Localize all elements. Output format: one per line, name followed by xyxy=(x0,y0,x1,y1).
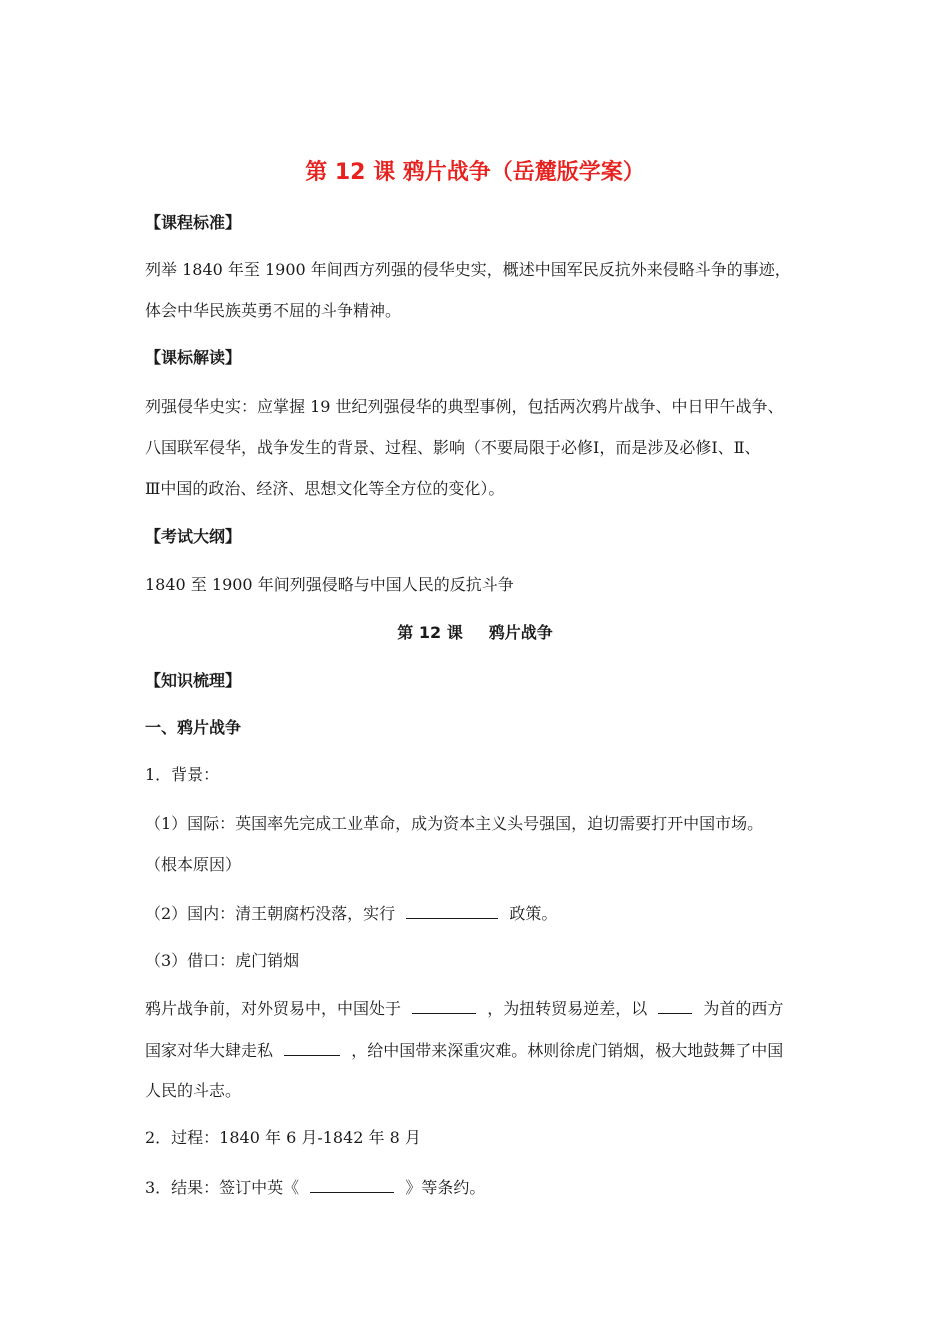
paragraph-line: 体会中华民族英勇不屈的斗争精神。 xyxy=(145,301,402,320)
paragraph-line: 人民的斗志。 xyxy=(145,1081,242,1100)
lesson-name: 鸦片战争 xyxy=(488,623,553,642)
item-international: （1）国际：英国率先完成工业革命，成为资本主义头号强国，迫切需要打开中国市场。 xyxy=(145,814,764,833)
fill-in-blank[interactable] xyxy=(658,997,692,1014)
section-heading-standard-interpretation: 【课标解读】 xyxy=(145,348,242,367)
paragraph-line: 国家对华大肆走私 ，给中国带来深重灾难。林则徐虎门销烟，极大地鼓舞了中国 xyxy=(145,1041,784,1060)
item-pretext: （3）借口：虎门销烟 xyxy=(145,951,300,970)
paragraph-line: 八国联军侵华，战争发生的背景、过程、影响（不要局限于必修Ⅰ，而是涉及必修Ⅰ、Ⅱ、 xyxy=(145,438,761,457)
document-title: 第 12 课 鸦片战争（岳麓版学案） xyxy=(305,160,645,185)
section-heading-curriculum-standard: 【课程标准】 xyxy=(145,213,242,232)
lesson-number: 第 12 课 xyxy=(397,623,463,642)
item-process: 2．过程：1840 年 6 月-1842 年 8 月 xyxy=(145,1128,421,1147)
item-result: 3．结果：签订中英《 》等条约。 xyxy=(145,1178,486,1197)
fill-in-blank[interactable] xyxy=(412,997,476,1014)
fill-in-blank[interactable] xyxy=(284,1039,340,1056)
part-heading-opium-war: 一、鸦片战争 xyxy=(145,718,242,737)
section-heading-knowledge: 【知识梳理】 xyxy=(145,671,242,690)
lesson-heading xyxy=(0,622,950,644)
fill-in-blank[interactable] xyxy=(310,1176,394,1193)
item-domestic: （2）国内：清王朝腐朽没落，实行 政策。 xyxy=(145,904,558,923)
paragraph-line: 列强侵华史实：应掌握 19 世纪列强侵华的典型事例，包括两次鸦片战争、中日甲午战争、 xyxy=(145,397,784,416)
paragraph-line: 鸦片战争前，对外贸易中，中国处于 ，为扭转贸易逆差，以 为首的西方 xyxy=(145,999,784,1018)
fill-in-blank[interactable] xyxy=(406,902,498,919)
paragraph-line: 1840 至 1900 年间列强侵略与中国人民的反抗斗争 xyxy=(145,575,514,594)
paragraph-line: Ⅲ中国的政治、经济、思想文化等全方位的变化）。 xyxy=(145,479,505,498)
paragraph-line: 列举 1840 年至 1900 年间西方列强的侵华史实，概述中国军民反抗外来侵略斗争的事迹， xyxy=(145,260,791,279)
section-heading-exam-outline: 【考试大纲】 xyxy=(145,527,242,546)
item-root-cause: （根本原因） xyxy=(145,855,242,874)
item-background: 1．背景： xyxy=(145,765,220,784)
